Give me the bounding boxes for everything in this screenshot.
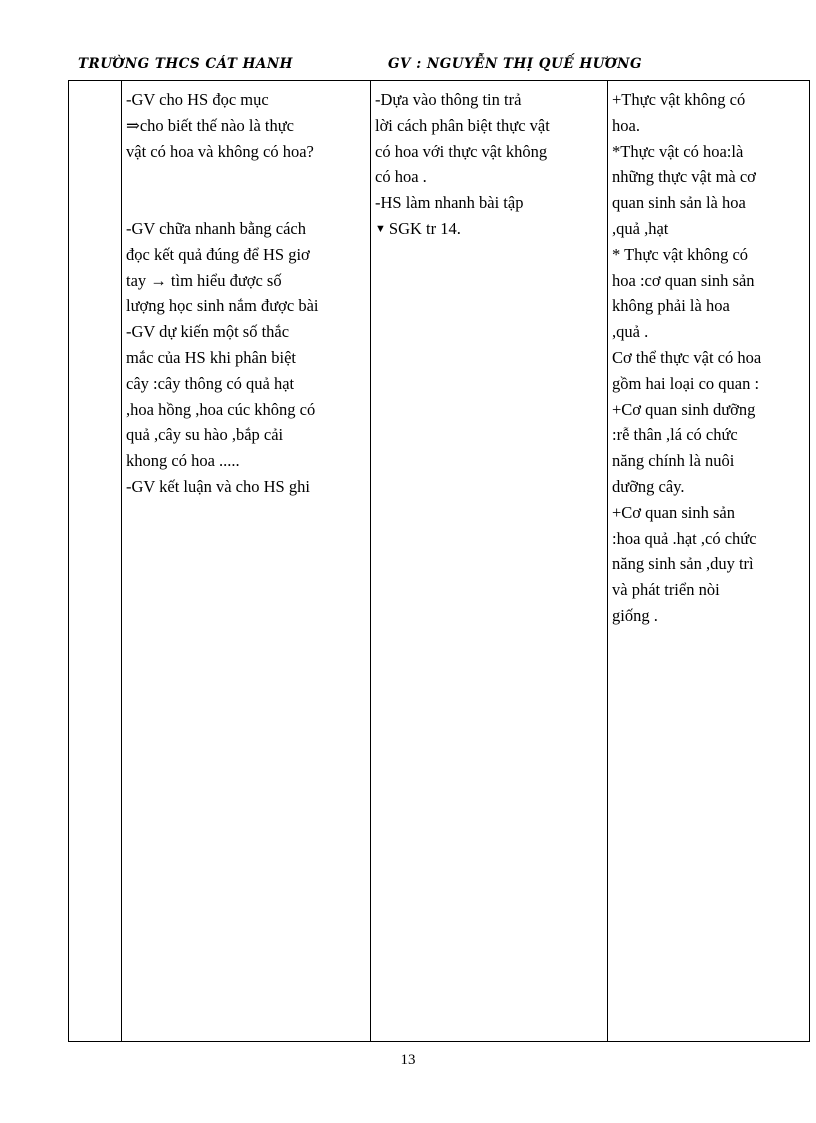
list-item: +Thực vật không có — [612, 90, 746, 109]
list-item: khong có hoa ..... — [126, 451, 240, 471]
list-item-text: SGK tr 14. — [388, 218, 461, 238]
list-item: :rễ thân ,lá có chức — [612, 425, 738, 445]
student-activity-cell — [371, 81, 608, 1042]
spacer — [126, 164, 366, 216]
list-item: * Thực vật không có — [612, 244, 749, 264]
list-item: cây :cây thông có quả hạt — [126, 373, 295, 393]
list-item: -HS làm nhanh bài tập — [375, 193, 524, 213]
list-item: hoa :cơ quan sinh sản — [612, 270, 755, 290]
list-item: +Cơ quan sinh dưỡng — [612, 399, 756, 419]
list-item: quan sinh sản là hoa — [612, 193, 746, 213]
list-item: :hoa quả .hạt ,có chức — [612, 528, 757, 548]
triangle-bullet-icon: ▼ — [375, 222, 386, 235]
list-item: những thực vật mà cơ — [612, 167, 756, 187]
list-item: mắc của HS khi phân biệt — [126, 347, 296, 367]
lesson-table — [68, 80, 810, 1042]
list-item: có hoa . — [375, 167, 427, 187]
page-header — [0, 56, 816, 78]
list-item — [375, 216, 603, 243]
list-item: quả ,cây su hào ,bắp cải — [126, 425, 284, 445]
list-item: ,quả . — [612, 322, 649, 342]
list-item: năng chính là nuôi — [612, 451, 735, 471]
list-item: ,quả ,hạt — [612, 218, 669, 238]
list-item: lời cách phân biệt thực vật — [375, 115, 550, 135]
list-item: có hoa với thực vật không — [375, 141, 548, 161]
list-item: Cơ thể thực vật có hoa — [612, 347, 762, 367]
list-item: gồm hai loại co quan : — [612, 373, 760, 393]
list-item: không phải là hoa — [612, 296, 730, 316]
list-item: -GV cho HS đọc mục — [126, 90, 269, 109]
list-item: lượng học sinh nắm được bài — [126, 296, 319, 316]
list-item: hoa. — [612, 115, 640, 135]
page-number: 13 — [400, 1052, 416, 1068]
list-item: ⇒cho biết thế nào là thực — [126, 115, 295, 135]
list-item: năng sinh sản ,duy trì — [612, 554, 754, 574]
list-item: -Dựa vào thông tin trả — [375, 90, 522, 109]
teacher-activity-cell — [122, 81, 371, 1042]
list-item: dưỡng cây. — [612, 476, 685, 496]
list-item: -GV kết luận và cho HS ghi — [126, 476, 310, 496]
content-cell — [608, 81, 810, 1042]
list-item: đọc kết quả đúng để HS giơ — [126, 244, 310, 264]
school-name: TRƯỜNG THCS CÁT HANH — [78, 56, 293, 72]
blank-cell — [69, 81, 122, 1042]
list-item: giống . — [612, 605, 658, 625]
list-item: tay → tìm hiểu được số — [126, 270, 282, 290]
list-item: ,hoa hồng ,hoa cúc không có — [126, 399, 316, 419]
list-item: +Cơ quan sinh sản — [612, 502, 735, 522]
list-item: vật có hoa và không có hoa? — [126, 141, 314, 161]
list-item: -GV dự kiến một số thắc — [126, 322, 290, 342]
list-item: -GV chữa nhanh bằng cách — [126, 218, 306, 238]
list-item: và phát triển nòi — [612, 580, 720, 600]
teacher-name: GV : NGUYỄN THỊ QUẾ HƯƠNG — [388, 56, 642, 72]
table-row — [69, 81, 810, 1042]
list-item: *Thực vật có hoa:là — [612, 141, 744, 161]
